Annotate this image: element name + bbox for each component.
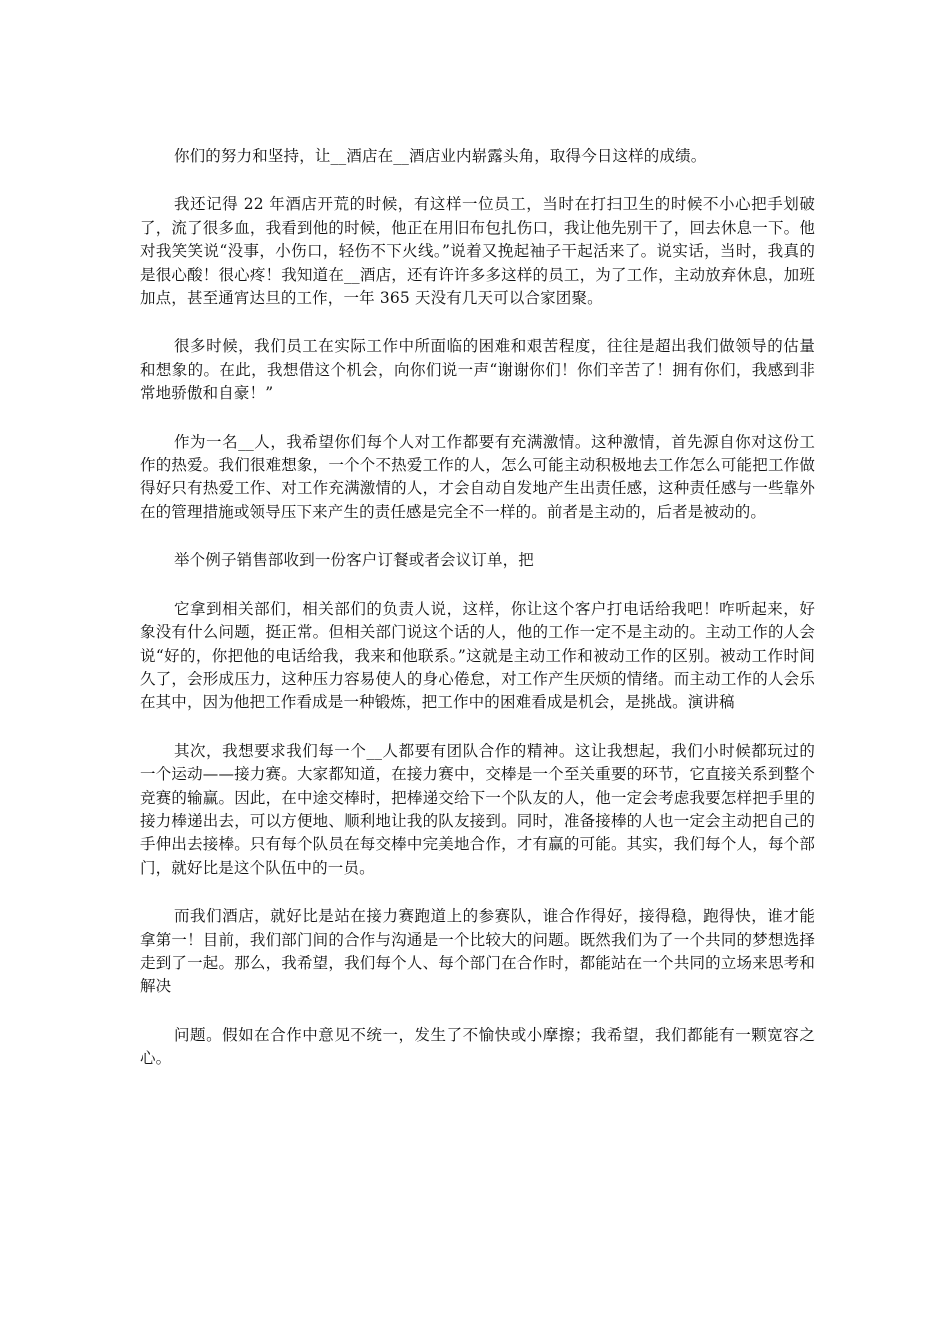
paragraph-7: 其次，我想要求我们每一个__人都要有团队合作的精神。这让我想起，我们小时候都玩过的一个运动——接力赛。大家都知道，在接力赛中，交棒是一个至关重要的环节，它直接关系到整个竞赛的输赢。因此，在中途交棒时，把棒递交给下一个队友的人，他一定会考虑我要怎样把手里的接力棒递出去，可以方便地、顺利地让我的队友接到。同时，准备接棒的人也一定会主动把自己的手伸出去接棒。只有每个队员在每交棒中完美地合作，才有赢的可能。其实，我们每个人，每个部门，就好比是这个队伍中的一员。 <box>140 741 815 877</box>
paragraph-8: 而我们酒店，就好比是站在接力赛跑道上的参赛队，谁合作得好，接得稳，跑得快，谁才能拿第一！目前，我们部门间的合作与沟通是一个比较大的问题。既然我们为了一个共同的梦想选择走到了一起。那么，我希望，我们每个人、每个部门在合作时，都能站在一个共同的立场来思考和解决 <box>140 907 815 996</box>
paragraph-5: 举个例子销售部收到一份客户订餐或者会议订单，把 <box>174 551 534 570</box>
document-body <box>140 145 815 1096</box>
paragraph-9: 问题。假如在合作中意见不统一，发生了不愉快或小摩擦；我希望，我们都能有一颗宽容之心。 <box>140 1025 815 1068</box>
paragraph-2: 我还记得 22 年酒店开荒的时候，有这样一位员工，当时在打扫卫生的时候不小心把手划破了，流了很多血，我看到他的时候，他正在用旧布包扎伤口，我让他先别干了，回去休息一下。他对我笑笑说“没事，小伤口，轻伤不下火线。”说着又挽起袖子干起活来了。说实话，当时，我真的是很心酸！很心疼！我知道在__酒店，还有许许多多这样的员工，为了工作，主动放弃休息，加班加点，甚至通宵达旦的工作，一年 365 天没有几天可以合家团聚。 <box>140 195 815 308</box>
paragraph-6: 它拿到相关部们，相关部们的负责人说，这样，你让这个客户打电话给我吧！咋听起来，好象没有什么问题，挺正常。但相关部门说这个话的人，他的工作一定不是主动的。主动工作的人会说“好的，你把他的电话给我，我来和他联系。”这就是主动工作和被动工作的区别。被动工作时间久了，会形成压力，这种压力容易使人的身心倦怠，对工作产生厌烦的情绪。而主动工作的人会乐在其中，因为他把工作看成是一种锻炼，把工作中的困难看成是机会，是挑战。演讲稿 <box>140 599 815 712</box>
paragraph-1: 你们的努力和坚持，让__酒店在__酒店业内崭露头角，取得今日这样的成绩。 <box>174 147 707 165</box>
paragraph-3: 很多时候，我们员工在实际工作中所面临的困难和艰苦程度，往往是超出我们做领导的估量和想象的。在此，我想借这个机会，向你们说一声“谢谢你们！你们辛苦了！拥有你们，我感到非常地骄傲和自豪！” <box>140 337 815 403</box>
paragraph-4: 作为一名__人，我希望你们每个人对工作都要有充满激情。这种激情，首先源自你对这份工作的热爱。我们很难想象，一个个不热爱工作的人，怎么可能主动积极地去工作怎么可能把工作做得好只有热爱工作、对工作充满激情的人，才会自动自发地产生出责任感，这种责任感与一些靠外在的管理措施或领导压下来产生的责任感是完全不一样的。前者是主动的，后者是被动的。 <box>140 432 815 521</box>
